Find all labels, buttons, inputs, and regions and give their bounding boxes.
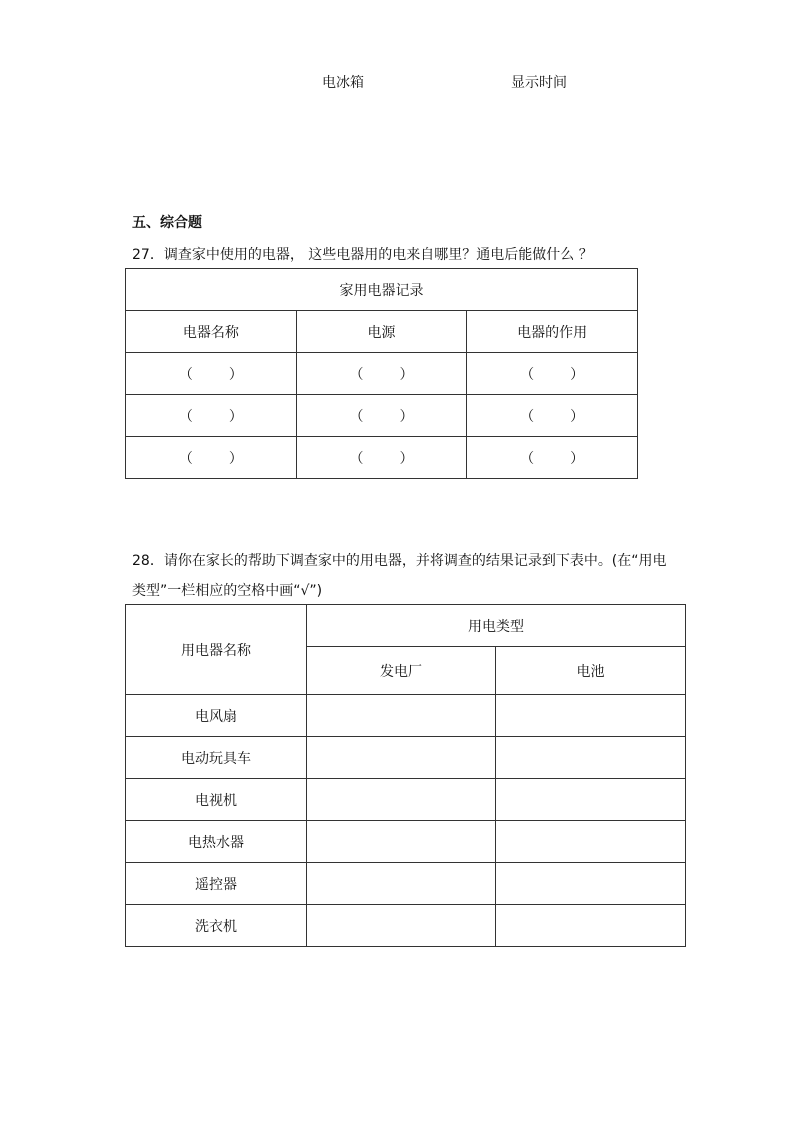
blank-cell[interactable]: （ ） (296, 395, 467, 437)
section-title: 五、综合题 (132, 215, 202, 231)
blank-cell[interactable]: （ ） (126, 395, 297, 437)
table-row (126, 863, 686, 905)
blank-cell[interactable]: （ ） (296, 353, 467, 395)
appliance-name-cell: 洗衣机 (126, 905, 307, 947)
battery-check-cell[interactable] (496, 863, 686, 905)
power-plant-check-cell[interactable] (307, 905, 496, 947)
appliance-name-cell: 电热水器 (126, 821, 307, 863)
table-row (126, 779, 686, 821)
battery-check-cell[interactable] (496, 737, 686, 779)
header-power-plant: 发电厂 (307, 647, 496, 695)
table-row (126, 353, 638, 395)
appliance-name-cell: 遥控器 (126, 863, 307, 905)
table-row (126, 437, 638, 479)
header-appliance-function: 电器的作用 (467, 311, 638, 353)
table-row (126, 821, 686, 863)
battery-check-cell[interactable] (496, 695, 686, 737)
top-label-refrigerator: 电冰箱 (322, 75, 364, 91)
appliance-name-cell: 电风扇 (126, 695, 307, 737)
blank-cell[interactable]: （ ） (467, 437, 638, 479)
header-appliance-name: 用电器名称 (126, 605, 307, 695)
question-28-line-1: 28．请你在家长的帮助下调查家中的用电器，并将调查的结果记录到下表中。(在“用电 (132, 553, 667, 569)
appliance-record-table (125, 268, 638, 479)
blank-cell[interactable]: （ ） (126, 437, 297, 479)
blank-cell[interactable]: （ ） (467, 353, 638, 395)
header-electricity-type: 用电类型 (307, 605, 686, 647)
table-title: 家用电器记录 (126, 269, 638, 311)
battery-check-cell[interactable] (496, 779, 686, 821)
table-row (126, 695, 686, 737)
table-row (126, 737, 686, 779)
question-27-text: 27．调查家中使用的电器， 这些电器用的电来自哪里？通电后能做什么 ？ (132, 247, 593, 263)
table-row (126, 395, 638, 437)
top-label-display-time: 显示时间 (511, 75, 567, 91)
blank-cell[interactable]: （ ） (467, 395, 638, 437)
power-plant-check-cell[interactable] (307, 821, 496, 863)
battery-check-cell[interactable] (496, 821, 686, 863)
header-power-source: 电源 (296, 311, 467, 353)
power-plant-check-cell[interactable] (307, 779, 496, 821)
appliance-name-cell: 电视机 (126, 779, 307, 821)
battery-check-cell[interactable] (496, 905, 686, 947)
blank-cell[interactable]: （ ） (296, 437, 467, 479)
electricity-type-table (125, 604, 686, 947)
table-row (126, 905, 686, 947)
header-battery: 电池 (496, 647, 686, 695)
header-appliance-name: 电器名称 (126, 311, 297, 353)
question-28-line-2: 类型”一栏相应的空格中画“√”) (132, 583, 323, 599)
power-plant-check-cell[interactable] (307, 863, 496, 905)
power-plant-check-cell[interactable] (307, 695, 496, 737)
blank-cell[interactable]: （ ） (126, 353, 297, 395)
appliance-name-cell: 电动玩具车 (126, 737, 307, 779)
power-plant-check-cell[interactable] (307, 737, 496, 779)
